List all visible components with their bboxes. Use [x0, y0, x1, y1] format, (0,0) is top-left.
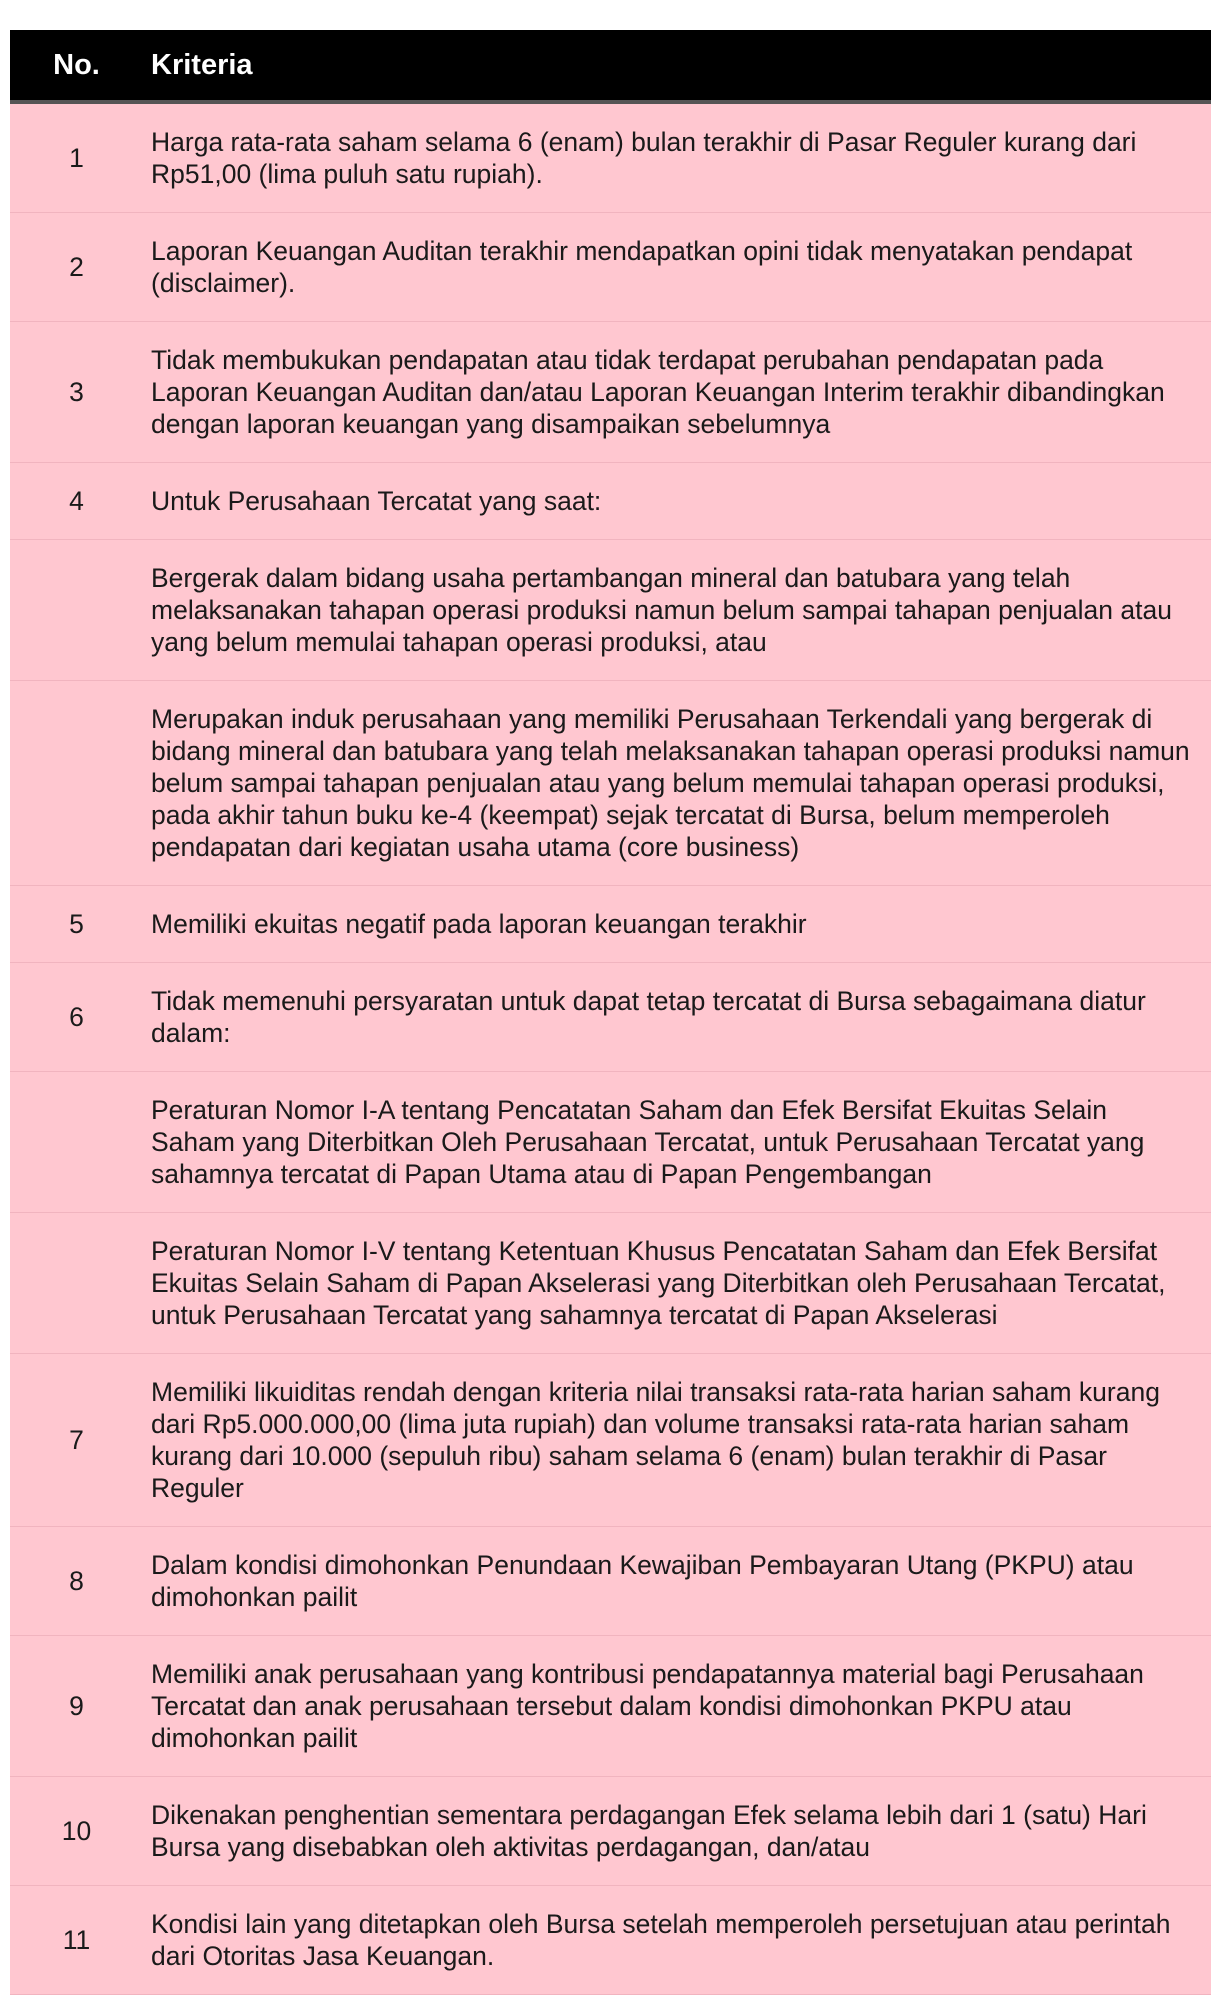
row-number: 4	[10, 463, 143, 540]
table-row	[10, 322, 1211, 463]
table-row	[10, 1213, 1211, 1354]
row-criteria: Kondisi lain yang ditetapkan oleh Bursa setelah memperoleh persetujuan atau perintah dari Otoritas Jasa Keuangan.	[143, 1886, 1211, 1995]
row-criteria: Bergerak dalam bidang usaha pertambangan mineral dan batubara yang telah melaksanakan tahapan operasi produksi namun belum sampai tahapan penjualan atau yang belum memulai tahapan operasi produksi, atau	[143, 540, 1211, 681]
row-number	[10, 1213, 143, 1354]
row-criteria: Dikenakan penghentian sementara perdagangan Efek selama lebih dari 1 (satu) Hari Bursa yang disebabkan oleh aktivitas perdagangan, dan/atau	[143, 1777, 1211, 1886]
table-row	[10, 1072, 1211, 1213]
row-number: 8	[10, 1527, 143, 1636]
row-number: 9	[10, 1636, 143, 1777]
table-row	[10, 1886, 1211, 1995]
row-number: 6	[10, 963, 143, 1072]
row-criteria: Tidak memenuhi persyaratan untuk dapat tetap tercatat di Bursa sebagaimana diatur dalam:	[143, 963, 1211, 1072]
row-number: 7	[10, 1354, 143, 1527]
table-row	[10, 886, 1211, 963]
row-criteria: Peraturan Nomor I-V tentang Ketentuan Khusus Pencatatan Saham dan Efek Bersifat Ekuitas Selain Saham di Papan Akselerasi yang Diterbitkan oleh Perusahaan Tercatat, untuk Perusahaan Tercatat yang sahamnya tercatat di Papan Akselerasi	[143, 1213, 1211, 1354]
row-number: 11	[10, 1886, 143, 1995]
table-row	[10, 1636, 1211, 1777]
header-row	[10, 30, 1211, 102]
table-row	[10, 1354, 1211, 1527]
row-criteria: Tidak membukukan pendapatan atau tidak terdapat perubahan pendapatan pada Laporan Keuangan Auditan dan/atau Laporan Keuangan Interim terakhir dibandingkan dengan laporan keuangan yang disampaikan sebelumnya	[143, 322, 1211, 463]
row-criteria: Memiliki ekuitas negatif pada laporan keuangan terakhir	[143, 886, 1211, 963]
table-row	[10, 213, 1211, 322]
row-number: 3	[10, 322, 143, 463]
row-criteria: Laporan Keuangan Auditan terakhir mendapatkan opini tidak menyatakan pendapat (disclaimer).	[143, 213, 1211, 322]
table-row	[10, 963, 1211, 1072]
table-body	[10, 102, 1211, 1995]
table-row	[10, 463, 1211, 540]
row-number: 5	[10, 886, 143, 963]
header-criteria: Kriteria	[143, 30, 1211, 102]
row-criteria: Memiliki likuiditas rendah dengan kriteria nilai transaksi rata-rata harian saham kurang dari Rp5.000.000,00 (lima juta rupiah) dan volume transaksi rata-rata harian saham kurang dari 10.000 (sepuluh ribu) saham selama 6 (enam) bulan terakhir di Pasar Reguler	[143, 1354, 1211, 1527]
row-criteria: Memiliki anak perusahaan yang kontribusi pendapatannya material bagi Perusahaan Tercatat dan anak perusahaan tersebut dalam kondisi dimohonkan PKPU atau dimohonkan pailit	[143, 1636, 1211, 1777]
criteria-table-container	[10, 30, 1211, 1995]
row-criteria: Peraturan Nomor I-A tentang Pencatatan Saham dan Efek Bersifat Ekuitas Selain Saham yang Diterbitkan Oleh Perusahaan Tercatat, untuk Perusahaan Tercatat yang sahamnya tercatat di Papan Utama atau di Papan Pengembangan	[143, 1072, 1211, 1213]
row-number: 10	[10, 1777, 143, 1886]
criteria-table	[10, 30, 1211, 1995]
table-row	[10, 102, 1211, 213]
row-criteria: Dalam kondisi dimohonkan Penundaan Kewajiban Pembayaran Utang (PKPU) atau dimohonkan pailit	[143, 1527, 1211, 1636]
row-number	[10, 1072, 143, 1213]
row-criteria: Merupakan induk perusahaan yang memiliki Perusahaan Terkendali yang bergerak di bidang mineral dan batubara yang telah melaksanakan tahapan operasi produksi namun belum sampai tahapan penjualan atau yang belum memulai tahapan operasi produksi, pada akhir tahun buku ke-4 (keempat) sejak tercatat di Bursa, belum memperoleh pendapatan dari kegiatan usaha utama (core business)	[143, 681, 1211, 886]
table-row	[10, 540, 1211, 681]
row-number: 1	[10, 102, 143, 213]
table-row	[10, 1777, 1211, 1886]
row-criteria: Harga rata-rata saham selama 6 (enam) bulan terakhir di Pasar Reguler kurang dari Rp51,00 (lima puluh satu rupiah).	[143, 102, 1211, 213]
header-no: No.	[10, 30, 143, 102]
table-header	[10, 30, 1211, 102]
row-number	[10, 681, 143, 886]
row-number	[10, 540, 143, 681]
row-number: 2	[10, 213, 143, 322]
table-row	[10, 1527, 1211, 1636]
row-criteria: Untuk Perusahaan Tercatat yang saat:	[143, 463, 1211, 540]
table-row	[10, 681, 1211, 886]
